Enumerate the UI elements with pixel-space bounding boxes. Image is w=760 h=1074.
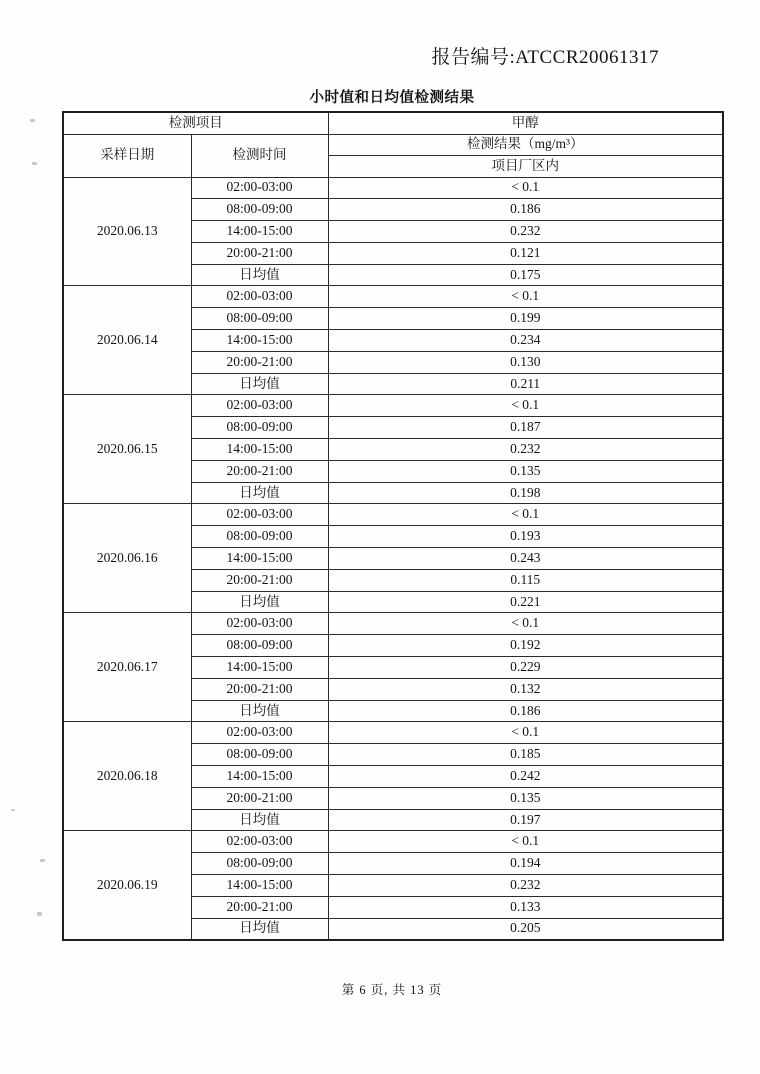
value-cell: 0.186: [328, 199, 723, 221]
daily-average-value-cell: 0.198: [328, 482, 723, 504]
value-cell: 0.185: [328, 744, 723, 766]
date-cell: 2020.06.19: [63, 831, 191, 940]
value-cell: 0.130: [328, 351, 723, 373]
scan-speck: [37, 912, 42, 916]
time-cell: 20:00-21:00: [191, 242, 328, 264]
value-cell: 0.132: [328, 678, 723, 700]
value-cell: < 0.1: [328, 286, 723, 308]
header-detection-time: 检测时间: [191, 134, 328, 177]
date-cell: 2020.06.18: [63, 722, 191, 831]
value-cell: < 0.1: [328, 831, 723, 853]
value-cell: 0.234: [328, 330, 723, 352]
time-cell: 08:00-09:00: [191, 199, 328, 221]
date-cell: 2020.06.16: [63, 504, 191, 613]
time-cell: 14:00-15:00: [191, 766, 328, 788]
value-cell: 0.232: [328, 875, 723, 897]
time-cell: 02:00-03:00: [191, 722, 328, 744]
daily-average-value-cell: 0.205: [328, 918, 723, 940]
daily-average-label-cell: 日均值: [191, 591, 328, 613]
value-cell: 0.229: [328, 657, 723, 679]
time-cell: 14:00-15:00: [191, 548, 328, 570]
date-cell: 2020.06.14: [63, 286, 191, 395]
time-cell: 08:00-09:00: [191, 635, 328, 657]
value-cell: 0.243: [328, 548, 723, 570]
header-detection-item: 检测项目: [63, 112, 328, 134]
header-analyte: 甲醇: [328, 112, 723, 134]
value-cell: < 0.1: [328, 722, 723, 744]
time-cell: 02:00-03:00: [191, 831, 328, 853]
table-row: [63, 395, 723, 417]
page-footer: 第 6 页, 共 13 页: [341, 983, 443, 997]
value-cell: 0.121: [328, 242, 723, 264]
daily-average-value-cell: 0.175: [328, 264, 723, 286]
value-cell: 0.232: [328, 221, 723, 243]
time-cell: 20:00-21:00: [191, 569, 328, 591]
time-cell: 14:00-15:00: [191, 221, 328, 243]
value-cell: 0.135: [328, 787, 723, 809]
value-cell: 0.199: [328, 308, 723, 330]
value-cell: < 0.1: [328, 177, 723, 199]
value-cell: < 0.1: [328, 613, 723, 635]
report-number: 报告编号:ATCCR20061317: [431, 47, 659, 68]
value-cell: 0.242: [328, 766, 723, 788]
date-cell: 2020.06.15: [63, 395, 191, 504]
daily-average-label-cell: 日均值: [191, 373, 328, 395]
time-cell: 20:00-21:00: [191, 460, 328, 482]
daily-average-value-cell: 0.197: [328, 809, 723, 831]
daily-average-label-cell: 日均值: [191, 482, 328, 504]
daily-average-label-cell: 日均值: [191, 809, 328, 831]
header-sampling-date: 采样日期: [63, 134, 191, 177]
date-cell: 2020.06.17: [63, 613, 191, 722]
scan-speck: [30, 119, 35, 122]
table-title: 小时值和日均值检测结果: [309, 90, 475, 106]
date-cell: 2020.06.13: [63, 177, 191, 286]
daily-average-value-cell: 0.221: [328, 591, 723, 613]
daily-average-label-cell: 日均值: [191, 264, 328, 286]
scan-speck: [40, 859, 45, 862]
time-cell: 02:00-03:00: [191, 286, 328, 308]
time-cell: 02:00-03:00: [191, 504, 328, 526]
daily-average-label-cell: 日均值: [191, 700, 328, 722]
time-cell: 20:00-21:00: [191, 896, 328, 918]
time-cell: 20:00-21:00: [191, 787, 328, 809]
table-row: [63, 286, 723, 308]
time-cell: 08:00-09:00: [191, 417, 328, 439]
time-cell: 02:00-03:00: [191, 613, 328, 635]
time-cell: 20:00-21:00: [191, 678, 328, 700]
value-cell: 0.194: [328, 853, 723, 875]
time-cell: 08:00-09:00: [191, 308, 328, 330]
table-row: [63, 504, 723, 526]
daily-average-label-cell: 日均值: [191, 918, 328, 940]
time-cell: 14:00-15:00: [191, 657, 328, 679]
value-cell: 0.135: [328, 460, 723, 482]
daily-average-value-cell: 0.211: [328, 373, 723, 395]
table-row: [63, 831, 723, 853]
time-cell: 02:00-03:00: [191, 395, 328, 417]
header-result-unit: 检测结果（mg/m³）: [328, 134, 723, 155]
time-cell: 02:00-03:00: [191, 177, 328, 199]
time-cell: 08:00-09:00: [191, 744, 328, 766]
scan-speck: [32, 162, 37, 165]
value-cell: 0.115: [328, 569, 723, 591]
value-cell: 0.192: [328, 635, 723, 657]
table-row: [63, 722, 723, 744]
time-cell: 20:00-21:00: [191, 351, 328, 373]
value-cell: < 0.1: [328, 504, 723, 526]
time-cell: 14:00-15:00: [191, 330, 328, 352]
time-cell: 08:00-09:00: [191, 853, 328, 875]
value-cell: 0.232: [328, 439, 723, 461]
results-table: [62, 111, 724, 941]
scan-speck: [11, 809, 15, 811]
value-cell: 0.187: [328, 417, 723, 439]
table-row: [63, 177, 723, 199]
daily-average-value-cell: 0.186: [328, 700, 723, 722]
table-row: [63, 613, 723, 635]
value-cell: < 0.1: [328, 395, 723, 417]
time-cell: 08:00-09:00: [191, 526, 328, 548]
value-cell: 0.193: [328, 526, 723, 548]
time-cell: 14:00-15:00: [191, 875, 328, 897]
time-cell: 14:00-15:00: [191, 439, 328, 461]
header-location: 项目厂区内: [328, 155, 723, 177]
value-cell: 0.133: [328, 896, 723, 918]
